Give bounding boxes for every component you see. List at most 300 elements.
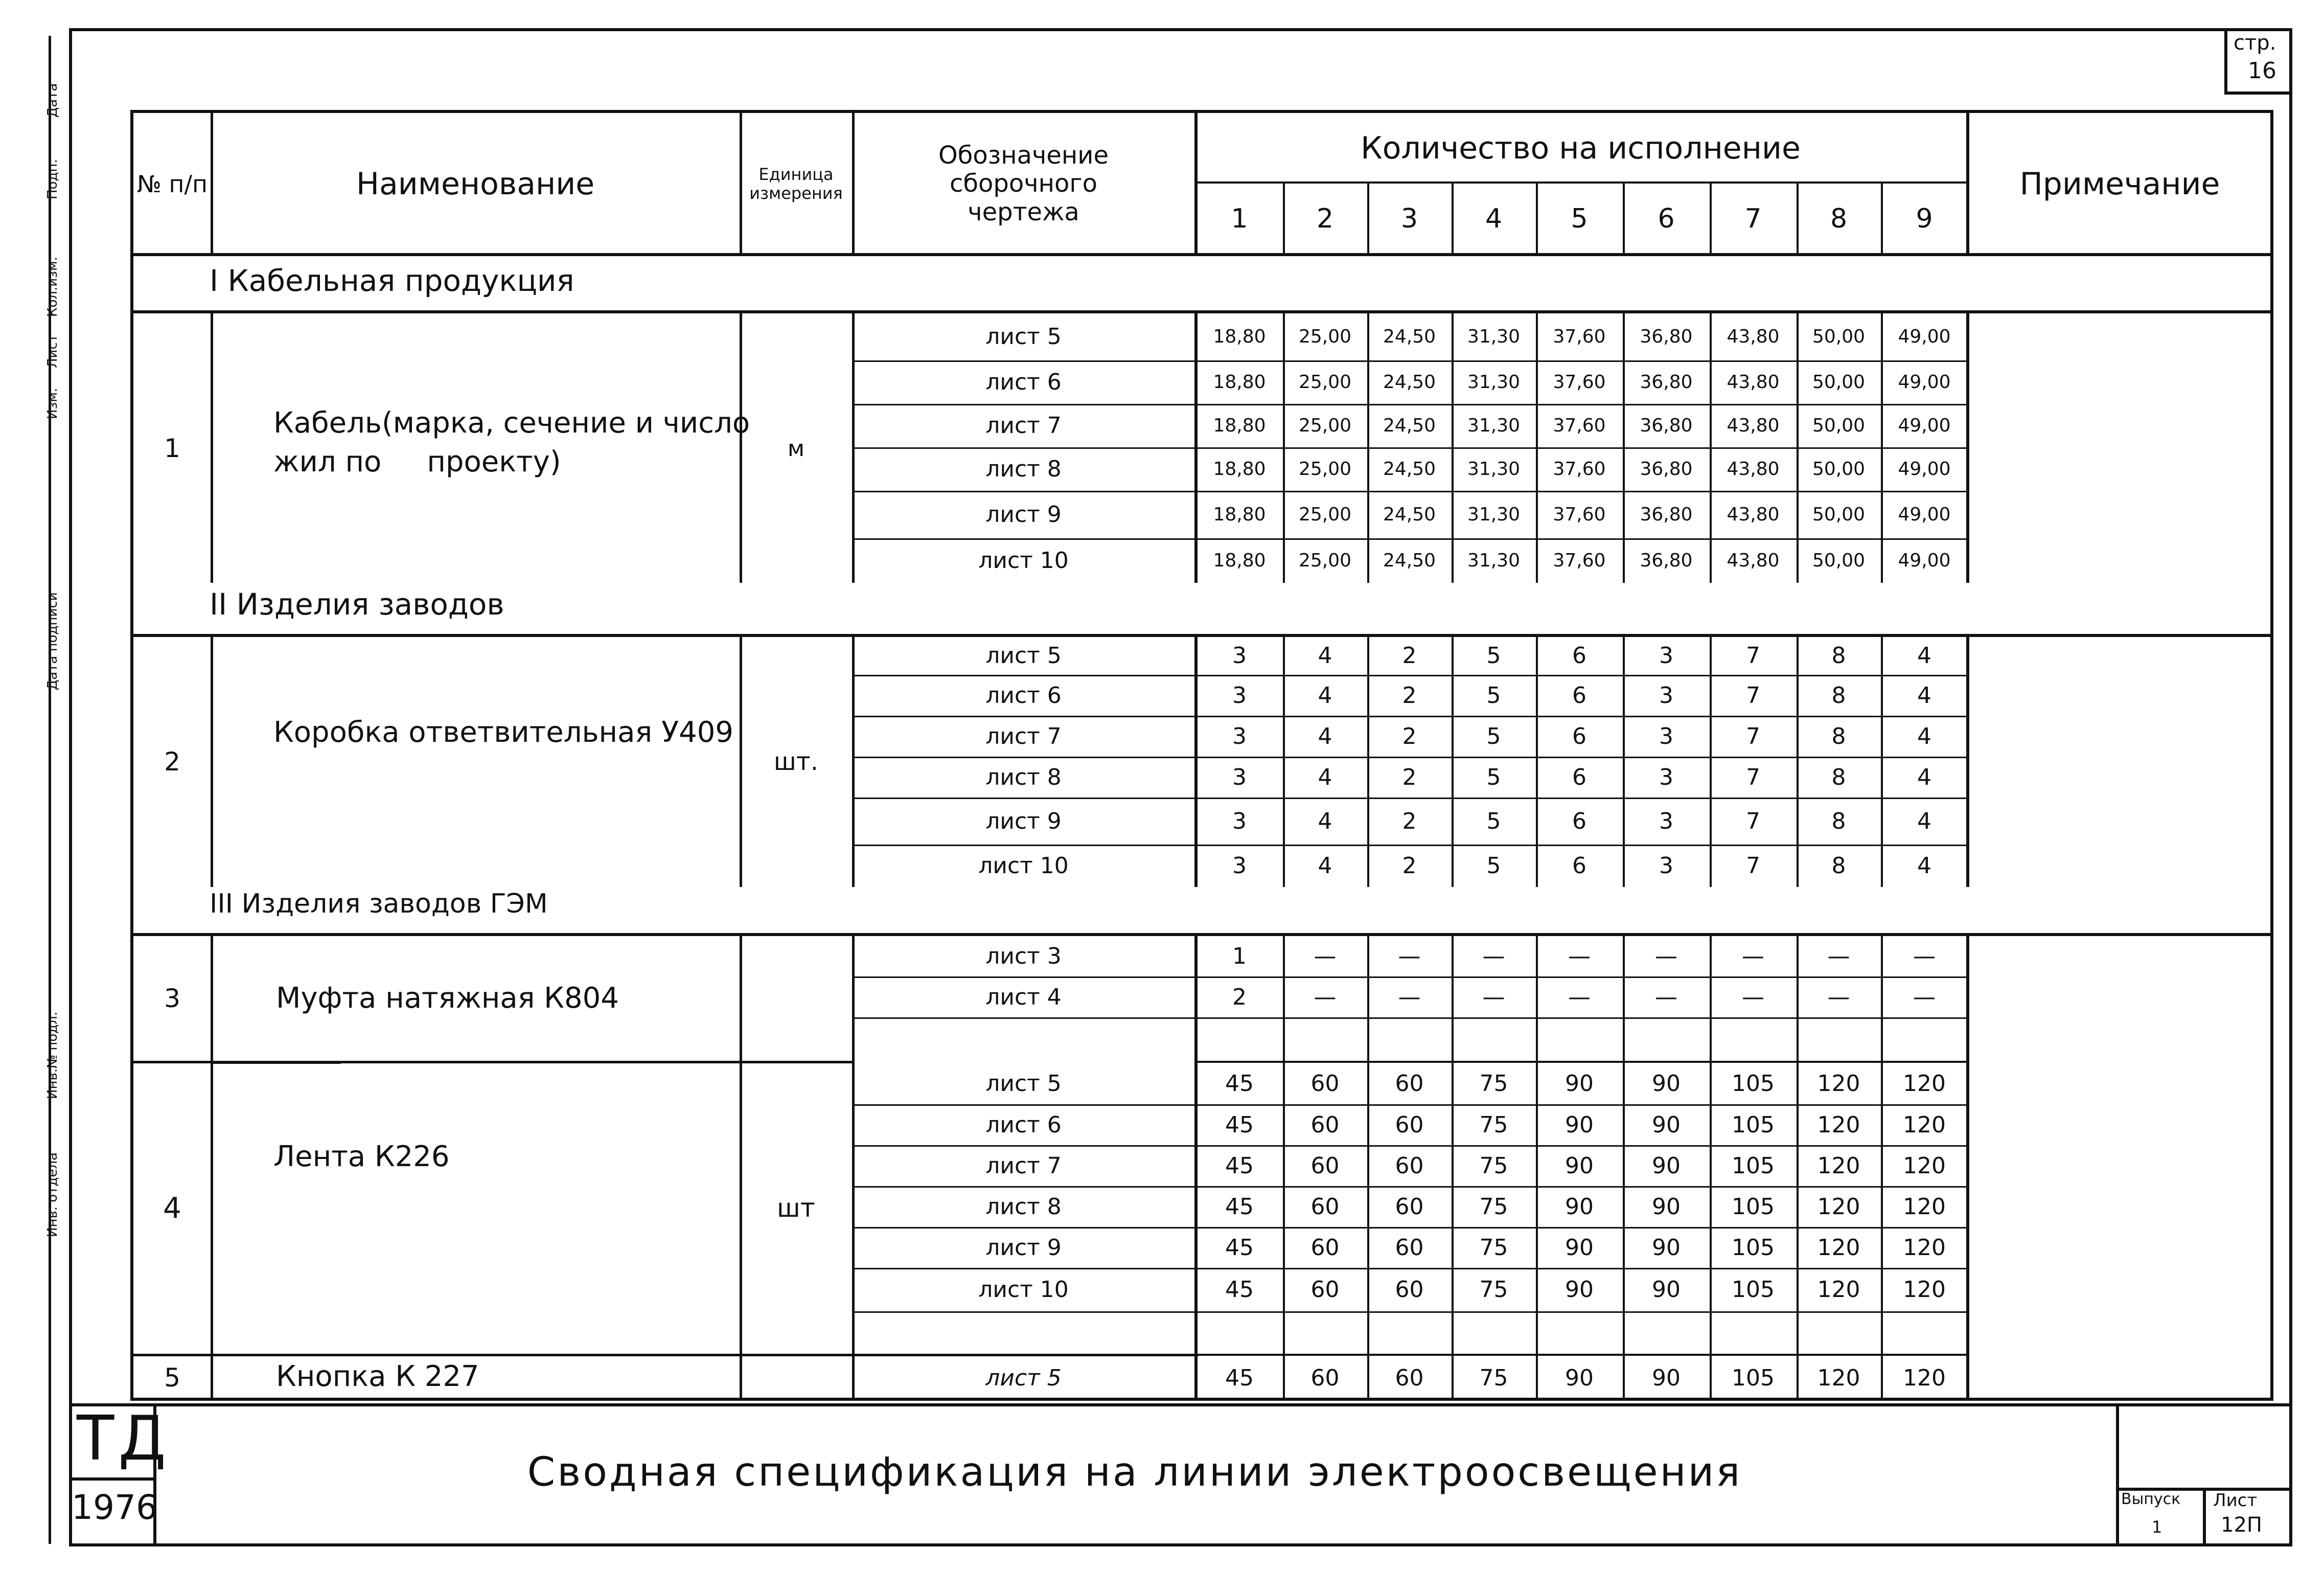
qty-cell: 37,60 xyxy=(1553,459,1606,480)
sheet-ref: лист 9 xyxy=(985,1234,1062,1261)
grid-vline xyxy=(211,1353,213,1400)
sheet-ref: лист 9 xyxy=(985,502,1062,528)
qty-cell: 45 xyxy=(1225,1152,1254,1179)
qty-cell: 5 xyxy=(1486,808,1501,834)
sheet-ref: лист 3 xyxy=(985,943,1062,969)
stamp-td: ТД xyxy=(77,1403,171,1474)
qty-cell: 90 xyxy=(1652,1193,1681,1220)
qty-cell: — xyxy=(1398,984,1421,1010)
side-label-qty: Кол.изм. xyxy=(45,257,60,317)
qty-cell xyxy=(1797,1017,1881,1061)
qty-cell: 50,00 xyxy=(1812,550,1866,571)
qty-cell: 50,00 xyxy=(1812,372,1866,393)
qty-cell: 24,50 xyxy=(1383,459,1436,480)
qty-cell: 120 xyxy=(1817,1277,1860,1303)
qty-cell xyxy=(1367,1311,1452,1354)
qty-cell: 75 xyxy=(1479,1193,1508,1220)
sheet-ref xyxy=(854,1017,1193,1061)
qty-cell: 43,80 xyxy=(1727,550,1780,571)
grid-vline xyxy=(1283,181,1285,253)
qty-cell: 3 xyxy=(1232,808,1247,834)
header-name: Наименование xyxy=(356,166,595,202)
qty-cell: 43,80 xyxy=(1727,326,1780,347)
qty-cell: 120 xyxy=(1817,1111,1860,1138)
grid-vline xyxy=(1797,181,1799,253)
qty-cell: 24,50 xyxy=(1383,326,1436,347)
qty-cell xyxy=(1797,1311,1881,1354)
qty-cell: 45 xyxy=(1225,1234,1254,1261)
qty-cell: 7 xyxy=(1746,723,1760,749)
qty-cell: 31,30 xyxy=(1467,459,1521,480)
qty-cell: 120 xyxy=(1903,1070,1946,1097)
qty-cell: 7 xyxy=(1746,643,1760,669)
qty-cell: 4 xyxy=(1318,808,1332,834)
qty-cell: 2 xyxy=(1232,984,1247,1010)
qty-cell: 75 xyxy=(1479,1277,1508,1303)
side-label-inv: Инв.№ подл. xyxy=(45,1011,60,1099)
qty-cell: 4 xyxy=(1917,643,1931,669)
item-3-name: Муфта натяжная К804 xyxy=(276,982,619,1015)
section-title-cable: I Кабельная продукция xyxy=(210,263,574,298)
qty-cell xyxy=(1710,1311,1797,1354)
qty-cell xyxy=(1283,1311,1367,1354)
sheet-label: Лист xyxy=(2213,1490,2258,1511)
qty-cell: 24,50 xyxy=(1383,372,1436,393)
section-title-gem: III Изделия заводов ГЭМ xyxy=(210,889,548,919)
qty-cell: 60 xyxy=(1395,1070,1424,1097)
qty-cell: 90 xyxy=(1565,1111,1594,1138)
qty-cell: — xyxy=(1314,943,1337,969)
qty-cell: 24,50 xyxy=(1383,550,1436,571)
header-qty-col-1: 1 xyxy=(1231,203,1248,234)
section-title-factory: II Изделия заводов xyxy=(210,587,504,622)
grid-hline xyxy=(130,253,2273,256)
qty-cell: 2 xyxy=(1402,853,1417,879)
qty-cell: 50,00 xyxy=(1812,459,1866,480)
item-4-no: 4 xyxy=(163,1191,181,1225)
qty-cell: 36,80 xyxy=(1640,550,1693,571)
qty-cell: 75 xyxy=(1479,1152,1508,1179)
grid-vline xyxy=(740,1353,742,1400)
sheet-ref: лист 5 xyxy=(985,643,1062,669)
qty-cell: 25,00 xyxy=(1298,550,1352,571)
qty-cell: 36,80 xyxy=(1640,504,1693,525)
qty-cell xyxy=(1710,1017,1797,1061)
qty-cell: 60 xyxy=(1395,1277,1424,1303)
qty-cell: — xyxy=(1655,984,1677,1010)
qty-cell: 5 xyxy=(1486,682,1501,709)
qty-cell: 120 xyxy=(1817,1234,1860,1261)
qty-cell: 2 xyxy=(1402,723,1417,749)
sheet-ref: лист 4 xyxy=(985,984,1062,1010)
page-number-box xyxy=(2224,28,2292,95)
footer-title: Сводная спецификация на линии электроосвещения xyxy=(527,1449,1742,1495)
header-qty-col-2: 2 xyxy=(1316,203,1334,234)
qty-cell: 105 xyxy=(1732,1111,1775,1138)
qty-cell: 5 xyxy=(1486,723,1501,749)
qty-cell: 45 xyxy=(1225,1111,1254,1138)
sheet-ref: лист 6 xyxy=(985,1111,1062,1138)
qty-cell: — xyxy=(1398,943,1421,969)
qty-cell: 4 xyxy=(1318,764,1332,790)
qty-cell: 60 xyxy=(1310,1277,1340,1303)
qty-cell: 4 xyxy=(1917,808,1931,834)
qty-cell: 6 xyxy=(1572,682,1586,709)
grid-vline xyxy=(740,933,742,1061)
grid-vline xyxy=(211,1060,213,1354)
qty-cell: — xyxy=(1742,984,1764,1010)
sheet-ref: лист 7 xyxy=(985,413,1062,439)
qty-cell: 3 xyxy=(1232,723,1247,749)
header-drawing: Обозначение сборочного чертежа xyxy=(938,141,1109,226)
qty-cell: 60 xyxy=(1395,1193,1424,1220)
qty-cell: 4 xyxy=(1917,853,1931,879)
qty-cell: 105 xyxy=(1732,1234,1775,1261)
grid-vline xyxy=(852,110,855,253)
grid-vline xyxy=(211,310,213,583)
qty-cell: 37,60 xyxy=(1553,372,1606,393)
qty-cell: 37,60 xyxy=(1553,415,1606,436)
qty-cell: 31,30 xyxy=(1467,372,1521,393)
header-qty-col-7: 7 xyxy=(1744,203,1762,234)
qty-cell: 37,60 xyxy=(1553,326,1606,347)
item-2-unit: шт. xyxy=(773,747,819,776)
qty-cell: 3 xyxy=(1659,723,1673,749)
qty-cell: 18,80 xyxy=(1213,326,1266,347)
qty-cell: 8 xyxy=(1831,853,1846,879)
qty-cell xyxy=(1367,1017,1452,1061)
qty-cell: 4 xyxy=(1318,723,1332,749)
qty-cell: 6 xyxy=(1572,853,1586,879)
qty-cell: — xyxy=(1482,943,1505,969)
side-label-sheet: Лист xyxy=(45,334,60,368)
qty-cell: 7 xyxy=(1746,682,1760,709)
sheet-ref: лист 7 xyxy=(985,1152,1062,1179)
qty-cell: 60 xyxy=(1310,1111,1340,1138)
qty-cell: 18,80 xyxy=(1213,550,1266,571)
qty-cell: 75 xyxy=(1479,1070,1508,1097)
qty-cell: 75 xyxy=(1479,1364,1508,1391)
qty-cell: 120 xyxy=(1817,1364,1860,1391)
qty-cell xyxy=(1283,1017,1367,1061)
sheet-ref: лист 7 xyxy=(985,723,1062,749)
qty-cell: — xyxy=(1913,984,1936,1010)
grid-vline xyxy=(1966,110,1969,253)
qty-cell: 45 xyxy=(1225,1070,1254,1097)
qty-cell: 37,60 xyxy=(1553,550,1606,571)
grid-hline xyxy=(211,1061,341,1064)
sheet-ref: лист 5 xyxy=(985,1364,1062,1391)
qty-cell: 4 xyxy=(1318,643,1332,669)
qty-cell: 4 xyxy=(1917,682,1931,709)
qty-cell: 8 xyxy=(1831,723,1846,749)
qty-cell: 31,30 xyxy=(1467,326,1521,347)
header-qty: Количество на исполнение xyxy=(1361,130,1801,166)
qty-cell: 3 xyxy=(1232,764,1247,790)
grid-vline xyxy=(1536,181,1538,253)
issue-label: Выпуск xyxy=(2121,1490,2181,1508)
qty-cell: 5 xyxy=(1486,643,1501,669)
qty-cell: 18,80 xyxy=(1213,372,1266,393)
qty-cell: 6 xyxy=(1572,764,1586,790)
qty-cell: — xyxy=(1568,943,1591,969)
qty-cell: 8 xyxy=(1831,808,1846,834)
grid-vline xyxy=(211,110,213,253)
qty-cell: 36,80 xyxy=(1640,415,1693,436)
qty-cell: 18,80 xyxy=(1213,504,1266,525)
header-qty-col-6: 6 xyxy=(1658,203,1675,234)
qty-cell: 120 xyxy=(1903,1364,1946,1391)
qty-cell: 18,80 xyxy=(1213,415,1266,436)
qty-cell: 36,80 xyxy=(1640,459,1693,480)
sheet-ref: лист 9 xyxy=(985,808,1062,834)
qty-cell xyxy=(1536,1311,1623,1354)
qty-cell xyxy=(1623,1311,1710,1354)
qty-cell: 3 xyxy=(1659,808,1673,834)
qty-cell: 43,80 xyxy=(1727,504,1780,525)
qty-cell: 60 xyxy=(1395,1152,1424,1179)
sheet-ref: лист 8 xyxy=(985,456,1062,482)
item-3-no: 3 xyxy=(164,983,180,1013)
qty-cell: — xyxy=(1827,984,1850,1010)
header-note: Примечание xyxy=(2019,166,2220,202)
qty-cell: 75 xyxy=(1479,1111,1508,1138)
qty-cell: 2 xyxy=(1402,808,1417,834)
qty-cell: — xyxy=(1827,943,1850,969)
qty-cell: 7 xyxy=(1746,764,1760,790)
qty-cell: 45 xyxy=(1225,1364,1254,1391)
qty-cell: 45 xyxy=(1225,1277,1254,1303)
qty-cell xyxy=(1536,1017,1623,1061)
qty-cell: 5 xyxy=(1486,764,1501,790)
grid-vline xyxy=(1623,181,1625,253)
qty-cell: 60 xyxy=(1310,1070,1340,1097)
page-number: 16 xyxy=(2248,58,2276,84)
qty-cell: 8 xyxy=(1831,682,1846,709)
item-4-name: Лента К226 xyxy=(273,1140,450,1173)
qty-cell: 90 xyxy=(1565,1277,1594,1303)
qty-cell: 25,00 xyxy=(1298,372,1352,393)
qty-cell: 43,80 xyxy=(1727,415,1780,436)
side-label-sign-date: Дата подписи xyxy=(45,592,60,690)
qty-cell: 120 xyxy=(1817,1070,1860,1097)
qty-cell: 50,00 xyxy=(1812,415,1866,436)
qty-cell: — xyxy=(1655,943,1677,969)
qty-cell xyxy=(1881,1311,1968,1354)
qty-cell: 1 xyxy=(1232,943,1247,969)
qty-cell: 90 xyxy=(1565,1234,1594,1261)
item-1-name: Кабель(марка, сечение и число жил по проекту) xyxy=(273,406,750,479)
item-1-unit: м xyxy=(787,435,805,462)
qty-cell: 60 xyxy=(1310,1364,1340,1391)
qty-cell: 60 xyxy=(1395,1234,1424,1261)
qty-cell: 2 xyxy=(1402,764,1417,790)
qty-cell: 105 xyxy=(1732,1364,1775,1391)
qty-cell: 105 xyxy=(1732,1193,1775,1220)
stamp-year: 1976 xyxy=(72,1488,157,1527)
qty-cell: 5 xyxy=(1486,853,1501,879)
side-label-sign: Подп. xyxy=(45,159,60,199)
header-no: № п/п xyxy=(136,170,208,198)
qty-cell: 105 xyxy=(1732,1152,1775,1179)
item-5-name: Кнопка К 227 xyxy=(276,1360,479,1393)
item-4-unit: шт xyxy=(777,1193,815,1223)
qty-cell: 120 xyxy=(1817,1152,1860,1179)
qty-cell: — xyxy=(1913,943,1936,969)
qty-cell: 6 xyxy=(1572,808,1586,834)
qty-cell: 25,00 xyxy=(1298,415,1352,436)
qty-cell: 50,00 xyxy=(1812,326,1866,347)
qty-cell xyxy=(1452,1017,1536,1061)
sheet-value: 12П xyxy=(2221,1513,2262,1537)
qty-cell: 4 xyxy=(1917,764,1931,790)
side-label-date: Дата xyxy=(45,83,60,118)
grid-vline xyxy=(1194,110,1198,253)
sheet-ref: лист 10 xyxy=(978,853,1069,879)
qty-cell: 49,00 xyxy=(1898,326,1951,347)
qty-cell: 37,60 xyxy=(1553,504,1606,525)
qty-cell: 4 xyxy=(1318,682,1332,709)
qty-cell: 3 xyxy=(1659,643,1673,669)
qty-cell: 31,30 xyxy=(1467,504,1521,525)
qty-cell: 60 xyxy=(1395,1364,1424,1391)
sheet-ref: лист 6 xyxy=(985,369,1062,395)
qty-cell: 24,50 xyxy=(1383,504,1436,525)
qty-cell: 105 xyxy=(1732,1277,1775,1303)
grid-vline xyxy=(740,110,742,253)
qty-cell: 60 xyxy=(1310,1234,1340,1261)
qty-cell: 120 xyxy=(1903,1234,1946,1261)
header-qty-col-8: 8 xyxy=(1830,203,1848,234)
qty-cell: 31,30 xyxy=(1467,550,1521,571)
qty-cell: 49,00 xyxy=(1898,372,1951,393)
side-label-dept: Инв. отдела xyxy=(45,1152,60,1237)
qty-cell: 105 xyxy=(1732,1070,1775,1097)
qty-cell xyxy=(1196,1311,1283,1354)
grid-vline xyxy=(1367,181,1369,253)
qty-cell: 90 xyxy=(1652,1234,1681,1261)
qty-cell: 43,80 xyxy=(1727,459,1780,480)
qty-cell: 120 xyxy=(1903,1277,1946,1303)
qty-cell: — xyxy=(1482,984,1505,1010)
qty-cell: 60 xyxy=(1310,1152,1340,1179)
sheet-ref: лист 8 xyxy=(985,764,1062,790)
sheet-ref: лист 5 xyxy=(985,324,1062,350)
footer-top-line xyxy=(69,1403,2292,1406)
qty-cell: 3 xyxy=(1232,643,1247,669)
qty-cell: 90 xyxy=(1565,1193,1594,1220)
qty-cell xyxy=(1452,1311,1536,1354)
qty-cell: 90 xyxy=(1652,1152,1681,1179)
qty-cell: 75 xyxy=(1479,1234,1508,1261)
header-unit: Единица измерения xyxy=(749,165,843,203)
qty-cell: 120 xyxy=(1817,1193,1860,1220)
qty-cell: 8 xyxy=(1831,764,1846,790)
grid-vline xyxy=(211,933,213,1061)
sheet-ref: лист 8 xyxy=(985,1193,1062,1220)
sheet-ref: лист 5 xyxy=(985,1070,1062,1097)
qty-cell xyxy=(1623,1017,1710,1061)
qty-cell: 25,00 xyxy=(1298,326,1352,347)
qty-cell: 7 xyxy=(1746,808,1760,834)
qty-cell xyxy=(1881,1017,1968,1061)
qty-cell: 36,80 xyxy=(1640,326,1693,347)
qty-cell: 6 xyxy=(1572,723,1586,749)
qty-cell: 8 xyxy=(1831,643,1846,669)
qty-cell: 49,00 xyxy=(1898,504,1951,525)
footer-right-line xyxy=(2116,1403,2119,1546)
footer-issue-sep xyxy=(2203,1488,2206,1546)
qty-cell: — xyxy=(1742,943,1764,969)
header-qty-col-5: 5 xyxy=(1571,203,1588,234)
qty-cell: 120 xyxy=(1903,1152,1946,1179)
side-label-change: Изм. xyxy=(45,388,60,419)
qty-cell: 36,80 xyxy=(1640,372,1693,393)
qty-cell: 49,00 xyxy=(1898,415,1951,436)
item-2-no: 2 xyxy=(164,747,180,777)
item-5-no: 5 xyxy=(164,1362,180,1393)
qty-cell: 3 xyxy=(1232,682,1247,709)
item-1-no: 1 xyxy=(164,434,180,463)
sheet-ref: лист 10 xyxy=(978,1277,1069,1303)
grid-vline xyxy=(1452,181,1454,253)
qty-cell: 4 xyxy=(1318,853,1332,879)
sheet-ref: лист 6 xyxy=(985,682,1062,709)
qty-cell: 3 xyxy=(1232,853,1247,879)
qty-cell: 25,00 xyxy=(1298,459,1352,480)
issue-value: 1 xyxy=(2152,1517,2162,1537)
qty-cell: 90 xyxy=(1652,1364,1681,1391)
qty-cell: 24,50 xyxy=(1383,415,1436,436)
qty-cell: 120 xyxy=(1903,1111,1946,1138)
qty-cell: 45 xyxy=(1225,1193,1254,1220)
grid-hline xyxy=(1196,181,1968,184)
qty-cell: 2 xyxy=(1402,643,1417,669)
grid-vline xyxy=(1710,181,1712,253)
qty-cell: 50,00 xyxy=(1812,504,1866,525)
grid-vline xyxy=(211,634,213,887)
sheet-ref xyxy=(854,1311,1193,1354)
qty-cell: 3 xyxy=(1659,853,1673,879)
qty-cell: 25,00 xyxy=(1298,504,1352,525)
footer-stamp-sep xyxy=(69,1477,153,1481)
qty-cell: 3 xyxy=(1659,764,1673,790)
qty-cell: 90 xyxy=(1565,1364,1594,1391)
qty-cell: 49,00 xyxy=(1898,550,1951,571)
qty-cell: 3 xyxy=(1659,682,1673,709)
qty-cell xyxy=(1196,1017,1283,1061)
header-qty-col-3: 3 xyxy=(1400,203,1418,234)
qty-cell: 7 xyxy=(1746,853,1760,879)
item-2-name: Коробка ответвительная У409 xyxy=(273,716,733,749)
qty-cell: 2 xyxy=(1402,682,1417,709)
qty-cell: 90 xyxy=(1652,1111,1681,1138)
qty-cell: 90 xyxy=(1652,1070,1681,1097)
qty-cell: 120 xyxy=(1903,1193,1946,1220)
header-qty-col-9: 9 xyxy=(1916,203,1933,234)
page-number-label: стр. xyxy=(2234,31,2276,55)
qty-cell: 49,00 xyxy=(1898,459,1951,480)
grid-vline xyxy=(1881,181,1883,253)
header-qty-col-4: 4 xyxy=(1485,203,1503,234)
qty-cell: — xyxy=(1568,984,1591,1010)
qty-cell: 90 xyxy=(1565,1152,1594,1179)
qty-cell: 60 xyxy=(1395,1111,1424,1138)
sheet-ref: лист 10 xyxy=(978,548,1069,574)
qty-cell: 18,80 xyxy=(1213,459,1266,480)
qty-cell: 31,30 xyxy=(1467,415,1521,436)
qty-cell: 6 xyxy=(1572,643,1586,669)
